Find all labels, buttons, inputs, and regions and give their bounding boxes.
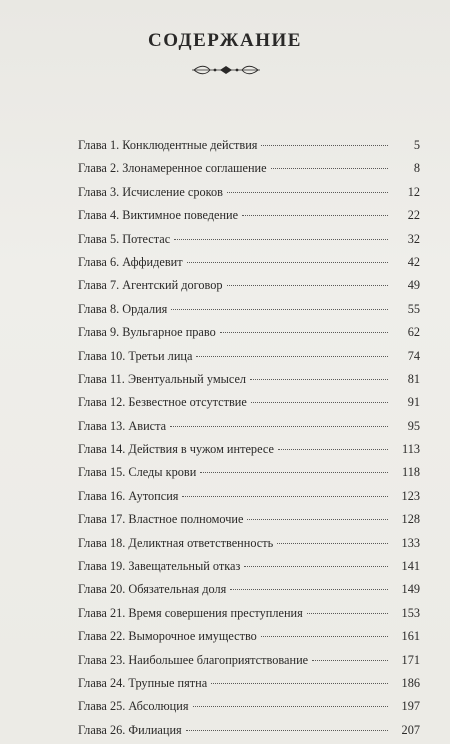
toc-entry-page: 74 [407,348,420,363]
dot-leader [278,449,388,450]
toc-entry-page: 128 [401,512,420,527]
toc-entry [78,417,420,440]
toc-entry [78,347,420,370]
toc-entry [78,300,420,323]
dot-leader [307,613,388,614]
toc-entry-title: Глава 15. Следы крови [78,465,197,480]
dot-leader [193,706,389,707]
toc-entry [78,557,420,580]
toc-entry-page: 91 [407,395,420,410]
toc-entry-page: 5 [413,138,420,152]
toc-entry-title: Глава 25. Абсолюция [78,699,189,714]
toc-entry-title: Глава 19. Завещательный отказ [78,559,241,574]
toc-entry-title: Глава 20. Обязательная доля [78,582,227,597]
dot-leader [244,566,388,567]
toc-entry-page: 186 [401,675,420,690]
dot-leader [171,309,388,310]
dot-leader [251,402,388,403]
toc-entry-page: 8 [413,161,420,176]
toc-entry-page: 55 [407,301,420,316]
decorative-divider-icon [190,63,262,77]
toc-entry [78,721,420,744]
dot-leader [277,543,388,544]
toc-entry-title: Глава 11. Эвентуальный умысел [78,371,247,386]
toc-entry-page: 141 [401,559,420,574]
dot-leader [174,239,388,240]
dot-leader [247,519,388,520]
dot-leader [250,379,388,380]
toc-entry-page: 153 [401,605,420,620]
toc-entry-page: 62 [407,325,420,340]
toc-entry [78,627,420,650]
toc-entry-title: Глава 14. Действия в чужом интересе [78,442,274,457]
toc-entry-title: Глава 4. Виктимное поведение [78,208,239,223]
toc-entry-title: Глава 6. Аффидевит [78,254,183,269]
toc-entry-title: Глава 3. Исчисление сроков [78,184,223,199]
toc-entry-page: 81 [407,371,420,386]
toc-entry-page: 32 [407,231,420,246]
toc-entry-page: 12 [407,184,420,199]
toc-entry [78,487,420,510]
table-of-contents [78,136,420,744]
dot-leader [230,589,388,590]
toc-entry-title: Глава 7. Агентский договор [78,278,223,293]
toc-entry [78,393,420,416]
toc-entry [78,276,420,299]
dot-leader [261,636,388,637]
toc-entry-page: 161 [401,629,420,644]
toc-entry-title: Глава 21. Время совершения преступления [78,605,303,620]
toc-entry-title: Глава 13. Ависта [78,418,167,433]
dot-leader [242,215,388,216]
dot-leader [227,285,388,286]
toc-entry-title: Глава 23. Наибольшее благоприятствование [78,652,309,667]
dot-leader [261,145,388,146]
toc-entry-title: Глава 9. Вульгарное право [78,325,216,340]
toc-entry-title: Глава 22. Выморочное имущество [78,629,257,644]
toc-entry-title: Глава 10. Третьи лица [78,348,193,363]
toc-entry [78,463,420,486]
toc-entry [78,510,420,533]
toc-entry [78,323,420,346]
toc-entry-title: Глава 16. Аутопсия [78,488,179,503]
toc-entry-page: 197 [401,699,420,714]
toc-entry-page: 149 [401,582,420,597]
toc-entry [78,580,420,603]
toc-entry-title: Глава 1. Конклюдентные действия [78,138,258,152]
toc-entry-page: 113 [402,442,420,457]
dot-leader [227,192,388,193]
dot-leader [211,683,388,684]
dot-leader [196,356,388,357]
toc-entry-title: Глава 18. Деликтная ответственность [78,535,274,550]
toc-entry-page: 133 [401,535,420,550]
toc-entry-page: 42 [407,254,420,269]
toc-entry-page: 118 [402,465,420,480]
toc-entry [78,674,420,697]
toc-entry-page: 49 [407,278,420,293]
toc-entry [78,604,420,627]
toc-entry-title: Глава 2. Злонамеренное соглашение [78,161,267,176]
dot-leader [187,262,388,263]
toc-entry-page: 123 [401,488,420,503]
toc-entry [78,651,420,674]
toc-entry-title: Глава 17. Властное полномочие [78,512,244,527]
toc-entry-page: 22 [407,208,420,223]
toc-entry-title: Глава 24. Трупные пятна [78,675,208,690]
toc-entry [78,253,420,276]
toc-entry [78,370,420,393]
toc-entry [78,183,420,206]
toc-entry-title: Глава 5. Потестас [78,231,171,246]
dot-leader [186,730,388,731]
page-title: СОДЕРЖАНИЕ [148,30,302,51]
dot-leader [200,472,388,473]
dot-leader [271,168,388,169]
toc-entry-page: 207 [401,722,420,737]
dot-leader [170,426,388,427]
toc-entry [78,697,420,720]
toc-entry [78,159,420,182]
toc-entry-page: 171 [401,652,420,667]
toc-entry [78,136,420,159]
dot-leader [220,332,388,333]
toc-entry [78,230,420,253]
toc-entry [78,440,420,463]
toc-entry-title: Глава 8. Ордалия [78,301,168,316]
dot-leader [312,660,388,661]
toc-entry [78,206,420,229]
toc-entry-title: Глава 26. Филиация [78,722,182,737]
toc-entry-title: Глава 12. Безвестное отсутствие [78,395,247,410]
dot-leader [182,496,388,497]
toc-entry [78,534,420,557]
toc-entry-page: 95 [407,418,420,433]
